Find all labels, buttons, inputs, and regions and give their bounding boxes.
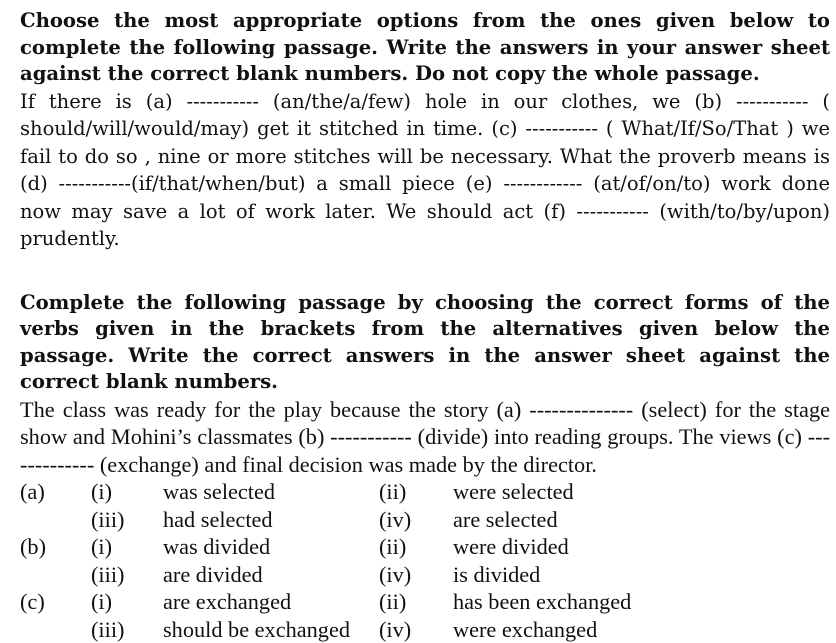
option-text: are divided (163, 561, 263, 589)
option-number: (iv) (379, 561, 411, 589)
option-row (20, 478, 830, 506)
section2-instruction: Complete the following passage by choosing the correct forms of the verbs given in the brackets from the alternatives given below the passage. Write the correct answers in the answer sheet against the correct blank numbers. (20, 290, 830, 396)
option-text: has been exchanged (453, 588, 631, 616)
option-text: were exchanged (453, 616, 597, 643)
question-label: (a) (20, 478, 45, 506)
option-text: were divided (453, 533, 569, 561)
section2-passage: The class was ready for the play because the story (a) -------------- (select) for the stage show and Mohini’s classmates (b) ----------- (divide) into reading groups. The views (c) ------------- (exchange) and final decision was made by the director. (20, 396, 830, 479)
option-row (20, 616, 830, 643)
option-row (20, 533, 830, 561)
option-number: (iii) (91, 506, 124, 534)
option-number: (iv) (379, 616, 411, 643)
question-label: (b) (20, 533, 46, 561)
option-text: are selected (453, 506, 558, 534)
section-verb-forms (20, 290, 830, 643)
option-row (20, 561, 830, 589)
option-number: (ii) (379, 533, 406, 561)
document (20, 8, 830, 643)
option-number: (iii) (91, 561, 124, 589)
option-number: (i) (91, 478, 112, 506)
question-label: (c) (20, 588, 45, 616)
option-number: (ii) (379, 588, 406, 616)
option-row (20, 506, 830, 534)
options-table (20, 478, 830, 643)
option-text: should be exchanged (163, 616, 350, 643)
option-row (20, 588, 830, 616)
option-text: were selected (453, 478, 574, 506)
option-text: is divided (453, 561, 540, 589)
section1-passage: If there is (a) ----------- (an/the/a/few) hole in our clothes, we (b) ----------- ( should/will/would/may) get it stitched in time. (c) ----------- ( What/If/So/That ) we fail to do so , nine or more stitches will be necessary. What the proverb means is (d) -----------(if/that/when/but) a small piece (e) ------------ (at/of/on/to) work done now may save a lot of work later. We should act (f) ----------- (with/to/by/upon) prudently. (20, 88, 830, 253)
option-number: (i) (91, 588, 112, 616)
section-articles-prepositions (20, 8, 830, 253)
option-number: (iii) (91, 616, 124, 643)
option-text: had selected (163, 506, 273, 534)
option-number: (i) (91, 533, 112, 561)
option-text: was divided (163, 533, 270, 561)
option-number: (ii) (379, 478, 406, 506)
option-number: (iv) (379, 506, 411, 534)
option-text: are exchanged (163, 588, 291, 616)
section1-instruction: Choose the most appropriate options from the ones given below to complete the following passage. Write the answers in your answer sheet against the correct blank numbers. Do not copy the whole passage. (20, 8, 830, 88)
option-text: was selected (163, 478, 275, 506)
